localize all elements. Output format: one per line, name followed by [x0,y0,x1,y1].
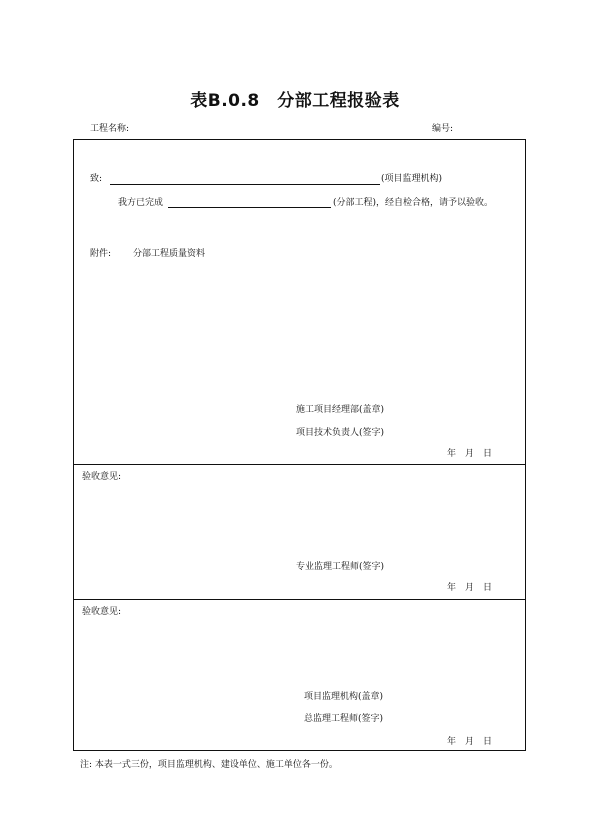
completed-prefix: 我方已完成 [118,198,164,208]
supervisor-org-field[interactable] [110,184,380,185]
section-divider-1 [73,464,526,465]
construction-dept-seal: 施工项目经理部(盖章) [296,405,385,415]
supervisor-org-seal: 项目监理机构(盖章) [304,692,384,702]
attachment-item: 分部工程质量资料 [133,249,206,259]
section2-date: 年 月 日 [447,583,493,593]
form-title: 表B.0.8 分部工程报验表 [190,91,400,111]
section-divider-2 [73,599,526,600]
supervisor-org-label: (项目监理机构) [381,174,443,184]
form-table [73,139,526,751]
chief-engineer-signature: 总监理工程师(签字) [304,714,384,724]
tech-lead-signature: 项目技术负责人(签字) [296,428,385,438]
section1-date: 年 月 日 [447,449,493,459]
footnote: 注: 本表一式三份，项目监理机构、建设单位、施工单位各一份。 [80,760,338,770]
project-name-label: 工程名称: [90,124,130,134]
section2-opinion-label: 验收意见: [82,472,122,482]
section3-opinion-label: 验收意见: [82,607,122,617]
number-label: 编号: [432,124,454,134]
completed-suffix: (分部工程)，经自检合格，请予以验收。 [333,198,494,208]
sub-project-field[interactable] [168,207,331,208]
section3-date: 年 月 日 [447,737,493,747]
attachment-label: 附件: [90,249,112,259]
to-label: 致: [90,174,103,184]
specialist-engineer-signature: 专业监理工程师(签字) [296,562,385,572]
